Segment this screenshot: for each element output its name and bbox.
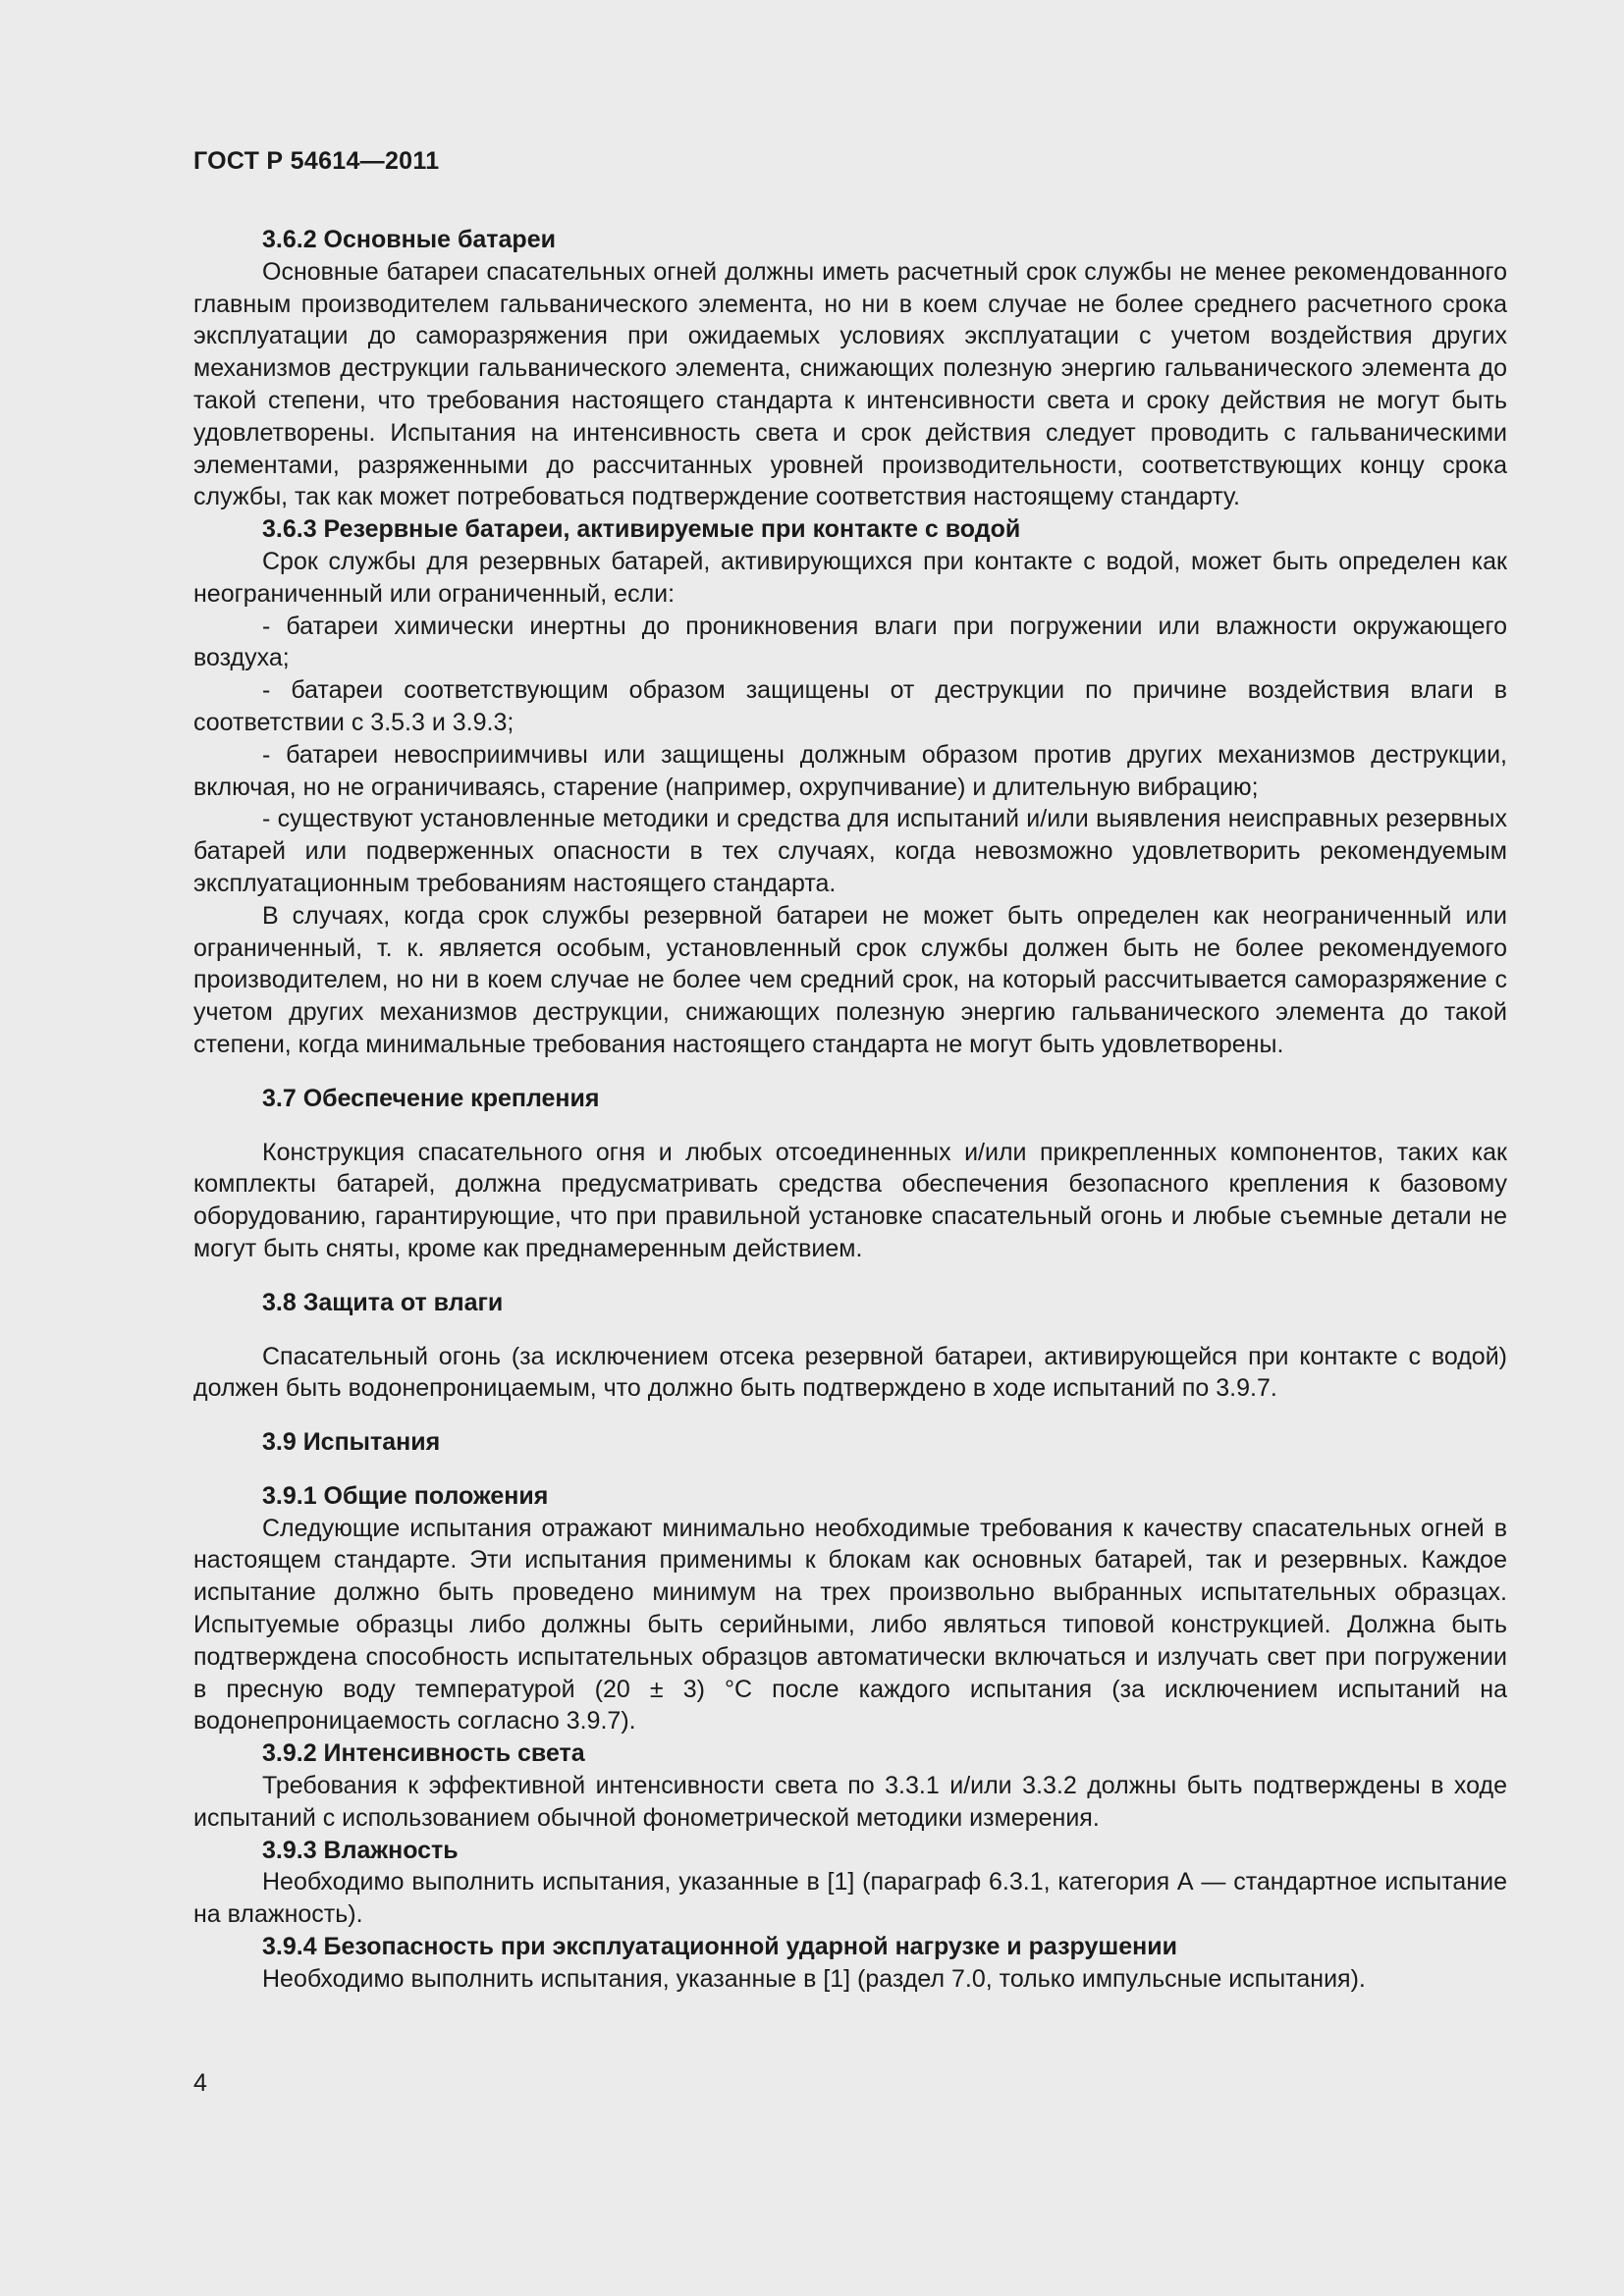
paragraph-3-8-body: Спасательный огонь (за исключением отсека резервной батареи, активирующейся при контакте с водой) должен быть водонепроницаемым, что должно быть подтверждено в ходе испытаний по 3.9.7.	[193, 1342, 1507, 1403]
list-item-3-6-3-protected: - батареи соответствующим образом защищены от деструкции по причине воздействия влаги в соответствии с 3.5.3 и 3.9.3;	[193, 676, 1507, 736]
heading-3-9-3: 3.9.3 Влажность	[262, 1836, 459, 1864]
paragraph-3-6-3-intro: Срок службы для резервных батарей, активирующихся при контакте с водой, может быть определен как неограниченный или ограниченный, если:	[193, 547, 1507, 608]
heading-3-6-2: 3.6.2 Основные батареи	[262, 226, 556, 253]
standard-code-header: ГОСТ Р 54614—2011	[193, 147, 440, 175]
document-body	[193, 224, 1507, 1996]
paragraph-3-7-body: Конструкция спасательного огня и любых отсоединенных и/или прикрепленных компонентов, таких как комплекты батарей, должна предусматривать средства обеспечения безопасного крепления к базовому оборудованию, гарантирующие, что при правильной установке спасательный огонь и любые съемные детали не могут быть сняты, кроме как преднамеренным действием.	[193, 1138, 1507, 1262]
paragraph-3-9-2-body: Требования к эффективной интенсивности света по 3.3.1 и/или 3.3.2 должны быть подтверждены в ходе испытаний с использованием обычной фонометрической методики измерения.	[193, 1772, 1507, 1832]
heading-3-9-4: 3.9.4 Безопасность при эксплуатационной ударной нагрузке и разрушении	[262, 1933, 1177, 1961]
paragraph-3-9-3-body: Необходимо выполнить испытания, указанные в [1] (параграф 6.3.1, категория А — стандартное испытание на влажность).	[193, 1868, 1507, 1929]
paragraph-3-9-1-body: Следующие испытания отражают минимально необходимые требования к качеству спасательных огней в настоящем стандарте. Эти испытания применимы к блокам как основных батарей, так и резервных. Каждое испытание должно быть проведено минимум на трех произвольно выбранных испытательных образцах. Испытуемые образцы либо должны быть серийными, либо являться типовой конструкцией. Должна быть подтверждена способность испытательных образцов автоматически включаться и излучать свет при погружении в пресную воду температурой (20 ± 3) °С после каждого испытания (за исключением испытаний на водонепроницаемость согласно 3.9.7).	[193, 1514, 1507, 1735]
list-item-3-6-3-methods: - существуют установленные методики и средства для испытаний и/или выявления неисправных резервных батарей или подверженных опасности в тех случаях, когда невозможно удовлетворить рекомендуемым эксплуатационным требованиям настоящего стандарта.	[193, 805, 1507, 897]
heading-3-6-3: 3.6.3 Резервные батареи, активируемые при контакте с водой	[262, 515, 1021, 544]
heading-3-9: 3.9 Испытания	[262, 1428, 441, 1457]
heading-3-9-1: 3.9.1 Общие положения	[262, 1481, 549, 1510]
list-item-3-6-3-immune: - батареи невосприимчивы или защищены должным образом против других механизмов деструкции, включая, но не ограничиваясь, старение (например, охрупчивание) и длительную вибрацию;	[193, 740, 1507, 801]
heading-3-9-2: 3.9.2 Интенсивность света	[262, 1739, 585, 1768]
heading-3-8: 3.8 Защита от влаги	[262, 1288, 504, 1316]
paragraph-3-6-2-body: Основные батареи спасательных огней должны иметь расчетный срок службы не менее рекомендованного главным производителем гальванического элемента, но ни в коем случае не более среднего расчетного срока эксплуатации до саморазряжения при ожидаемых условиях эксплуатации с учетом воздействия других механизмов деструкции гальванического элемента, снижающих полезную энергию гальванического элемента до такой степени, что требования настоящего стандарта к интенсивности света и сроку действия не могут быть удовлетворены. Испытания на интенсивность света и срок действия следует проводить с гальваническими элементами, разряженными до рассчитанных уровней производительности, соответствующих концу срока службы, так как может потребоваться подтверждение соответствия настоящему стандарту.	[193, 257, 1507, 511]
paragraph-3-9-4-body: Необходимо выполнить испытания, указанные в [1] (раздел 7.0, только импульсные испытания).	[262, 1964, 1366, 1993]
page-number: 4	[193, 2069, 207, 2097]
paragraph-3-6-3-special-cases: В случаях, когда срок службы резервной батареи не может быть определен как неограниченный или ограниченный, т. к. является особым, установленный срок службы должен быть не более рекомендуемого производителем, но ни в коем случае не более чем средний срок, на который рассчитывается саморазряжение с учетом других механизмов деструкции, снижающих полезную энергию гальванического элемента до такой степени, когда минимальные требования настоящего стандарта не могут быть удовлетворены.	[193, 901, 1507, 1058]
list-item-3-6-3-inert: - батареи химически инертны до проникновения влаги при погружении или влажности окружающего воздуха;	[193, 612, 1507, 672]
heading-3-7: 3.7 Обеспечение крепления	[262, 1084, 600, 1112]
